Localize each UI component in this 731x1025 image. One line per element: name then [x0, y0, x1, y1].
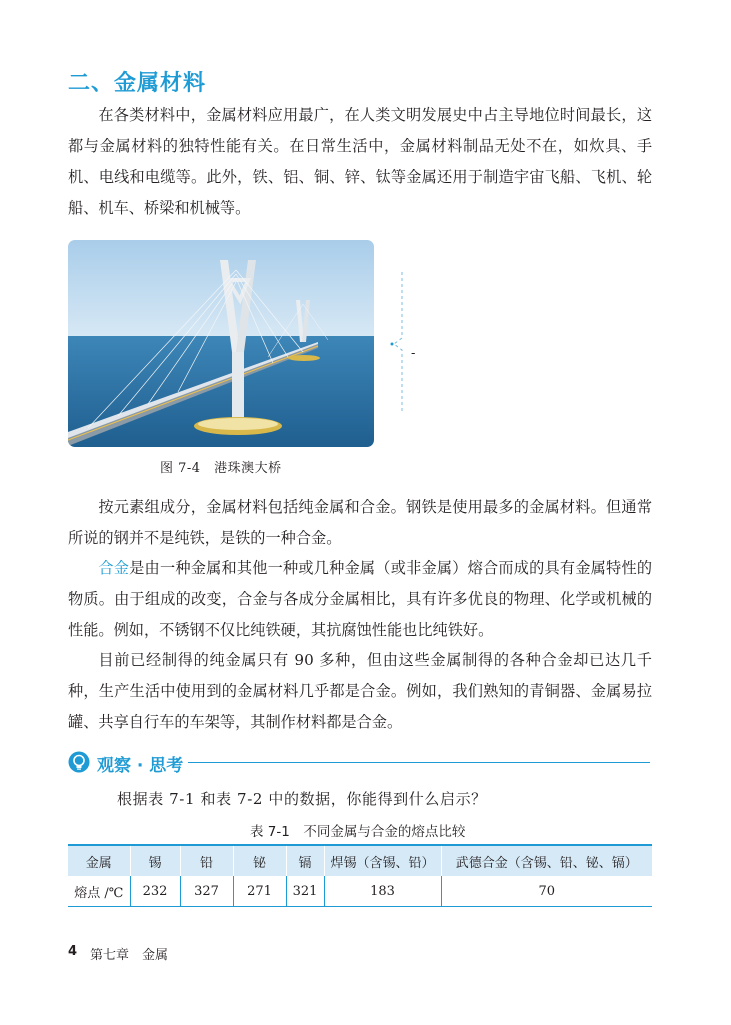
table-cell: 183: [324, 876, 441, 907]
table-header-cell: 焊锡（含锡、铅）: [324, 845, 441, 876]
figure-caption: 图 7-4 港珠澳大桥: [160, 461, 282, 476]
paragraph-3: [68, 553, 652, 646]
table-cell: 70: [441, 876, 652, 907]
table-header-cell: 锡: [130, 845, 180, 876]
table-row-label: 熔点 /℃: [68, 876, 130, 907]
paragraph-2: 按元素组成分，金属材料包括纯金属和合金。钢铁是使用最多的金属材料。但通常所说的钢并不是纯铁，是铁的一种合金。: [68, 498, 652, 547]
table-header-cell: 铅: [180, 845, 233, 876]
chapter-footer: 第七章 金属: [90, 948, 169, 963]
table-cell: 232: [130, 876, 180, 907]
table-cell: 321: [286, 876, 324, 907]
table-header-cell: 金属: [68, 845, 130, 876]
table-cell: 271: [233, 876, 286, 907]
observe-prompt: 根据表 7-1 和表 7-2 中的数据，你能得到什么启示？: [117, 790, 487, 808]
observe-title: 观察 · 思考: [97, 756, 184, 776]
observe-divider: [188, 762, 650, 763]
alloy-term: 合金: [98, 559, 130, 577]
melting-point-table: [68, 844, 652, 907]
paragraph-4: 目前已经制得的纯金属只有 90 多种，但由这些金属制得的各种合金却已达几千种，生产生活中使用到的金属材料几乎都是合金。例如，我们熟知的青铜器、金属易拉罐、共享自行车的车架等，其制作材料都是合金。: [68, 651, 652, 731]
section-title: 二、金属材料: [68, 71, 207, 96]
paragraph-1: 在各类材料中，金属材料应用最广，在人类文明发展史中占主导地位时间最长，这都与金属材料的独特性能有关。在日常生活中，金属材料制品无处不在，如炊具、手机、电线和电缆等。此外，铁、铝、铜、锌、钛等金属还用于制造宇宙飞船、飞机、轮船、机车、桥梁和机械等。: [68, 106, 652, 217]
table-title: 表 7-1 不同金属与合金的熔点比较: [250, 824, 466, 840]
side-dash: -: [411, 346, 416, 361]
table-header-cell: 铋: [233, 845, 286, 876]
page-number: 4: [68, 944, 78, 959]
table-header-cell: 镉: [286, 845, 324, 876]
lightbulb-icon: [68, 751, 90, 773]
table-row: [68, 876, 652, 907]
table-header-row: [68, 845, 652, 876]
paragraph-3-text: 是由一种金属和其他一种或几种金属（或非金属）熔合而成的具有金属特性的物质。由于组成的改变，合金与各成分金属相比，具有许多优良的物理、化学或机械的性能。例如，不锈钢不仅比纯铁硬，其抗腐蚀性能也比纯铁好。: [68, 559, 653, 639]
table-header-cell: 武德合金（含锡、铅、铋、镉）: [441, 845, 652, 876]
bridge-photo: [68, 240, 374, 447]
side-brace: [388, 272, 428, 412]
table-cell: 327: [180, 876, 233, 907]
